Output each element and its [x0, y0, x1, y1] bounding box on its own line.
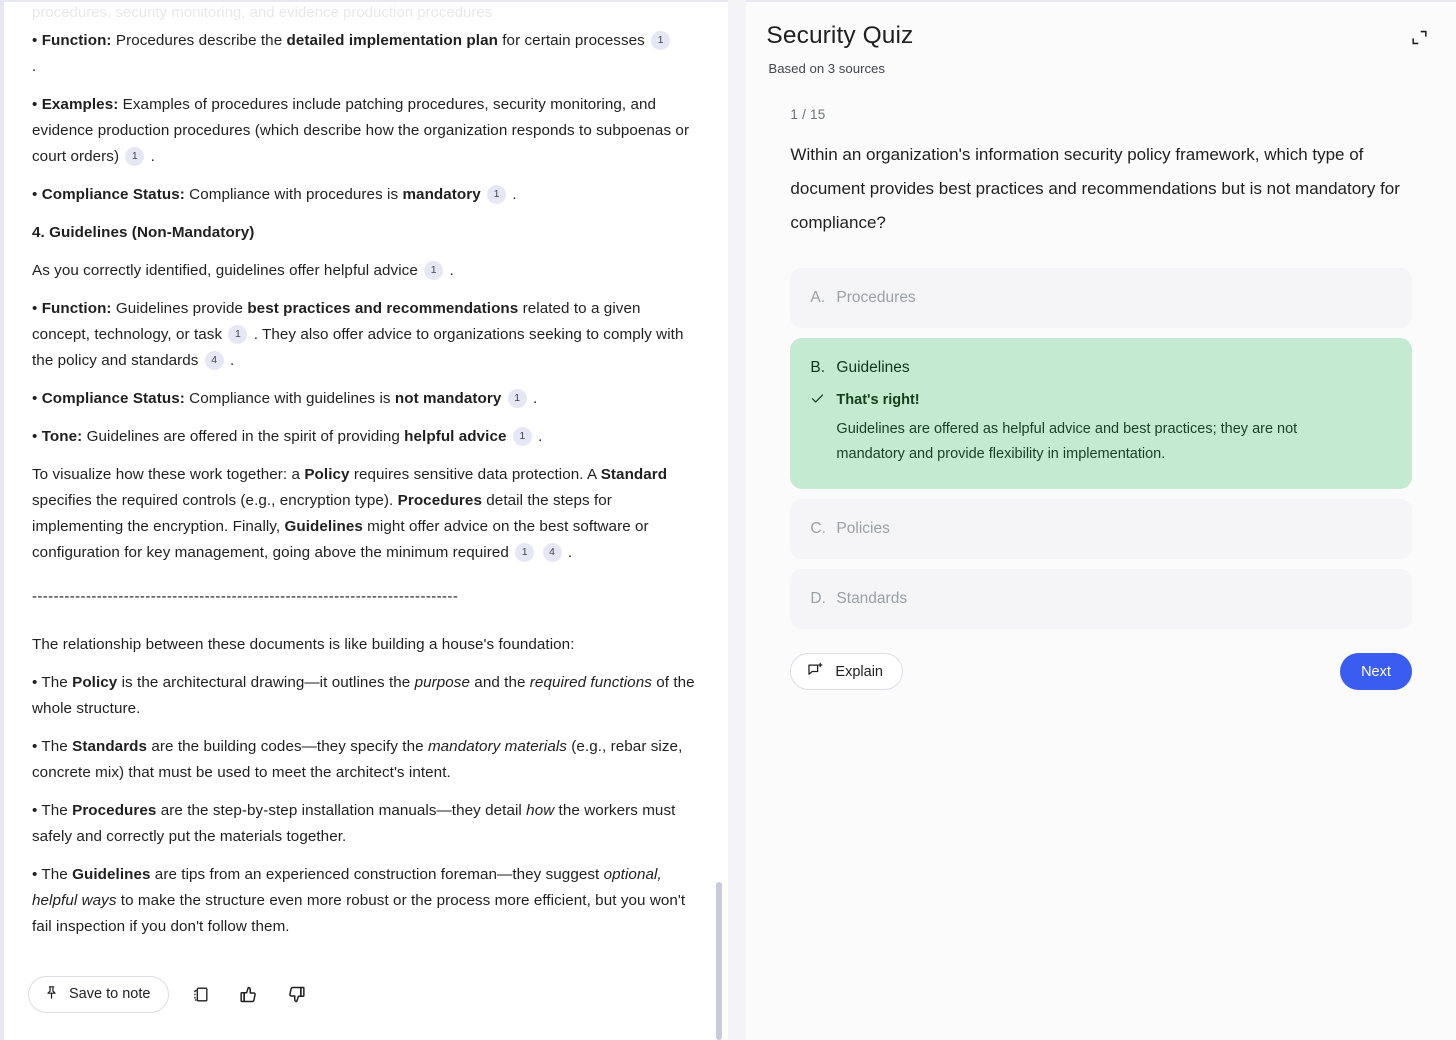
response-action-bar — [4, 964, 728, 1040]
explain-label: Explain — [835, 663, 883, 680]
copy-button[interactable] — [183, 977, 217, 1011]
italic-text: purpose — [414, 674, 470, 691]
bold-text: detailed implementation plan — [286, 32, 498, 49]
quiz-header — [746, 2, 1456, 79]
response-paragraph: • Compliance Status: Compliance with procedures is mandatory 1 . — [32, 186, 517, 203]
check-icon — [810, 389, 836, 406]
feedback-row — [810, 389, 1392, 411]
response-paragraph: • The Procedures are the step-by-step installation manuals—they detail how the workers must safely and correctly put the materials together. — [32, 802, 676, 845]
response-paragraph: The relationship between these documents is like building a house's foundation: — [32, 636, 575, 653]
citation-chip[interactable]: 1 — [487, 185, 506, 204]
question-counter: 1 / 15 — [790, 107, 826, 122]
response-paragraph: • The Guidelines are tips from an experienced construction foreman—they suggest optional, helpful ways to make the structure even more robust or the process more efficient, but you won't fail inspection if you don't follow them. — [32, 866, 686, 935]
bold-text: Examples: — [41, 96, 119, 113]
answer-option-guidelines[interactable] — [790, 338, 1412, 489]
bold-text: Function: — [41, 300, 112, 317]
answer-options-list — [790, 268, 1412, 629]
save-to-note-button[interactable] — [28, 976, 169, 1013]
citation-chip[interactable]: 1 — [515, 543, 534, 562]
bold-text: mandatory — [402, 186, 481, 203]
answer-option-procedures[interactable] — [790, 268, 1412, 328]
citation-chip[interactable]: 1 — [125, 147, 144, 166]
response-paragraph: • Examples: Examples of procedures include patching procedures, security monitoring, and evidence production procedures (which describe how the organization responds to subpoenas or court orders) 1 . — [32, 96, 690, 165]
italic-text: required functions — [529, 674, 652, 691]
response-paragraph — [32, 220, 700, 246]
bold-text: Policy — [304, 466, 350, 483]
question-text: Within an organization's information security policy framework, which type of document provides best practices and recommendations but is not mandatory for compliance? — [790, 145, 1400, 232]
citation-chip[interactable]: 1 — [228, 325, 247, 344]
bold-text: Policy — [72, 674, 118, 691]
explain-button[interactable] — [790, 653, 903, 690]
option-letter: B. — [810, 359, 826, 376]
citation-chip[interactable]: 1 — [651, 31, 670, 50]
thumb-up-icon — [238, 984, 259, 1005]
response-paragraph: • Function: Guidelines provide best practices and recommendations related to a given concept, technology, or task 1 . They also offer advice to organizations seeking to comply with the policy and standards 4 . — [32, 300, 684, 369]
response-blocks — [32, 28, 700, 940]
citation-chip[interactable]: 1 — [424, 261, 443, 280]
bold-text: Tone: — [41, 428, 83, 445]
option-letter: A. — [810, 289, 826, 306]
bold-text: Guidelines — [72, 866, 151, 883]
bold-text: Procedures — [397, 492, 482, 509]
italic-text: how — [526, 802, 555, 819]
save-to-note-label: Save to note — [69, 986, 151, 1002]
response-paragraph: • Function: Procedures describe the detailed implementation plan for certain processes 1 . — [32, 28, 700, 80]
option-letter: C. — [810, 520, 826, 537]
answer-option-policies[interactable] — [790, 499, 1412, 559]
quiz-panel — [746, 0, 1456, 1040]
answer-option-standards[interactable] — [790, 569, 1412, 629]
quiz-title: Security Quiz — [766, 22, 914, 49]
bold-text: not mandatory — [394, 390, 502, 407]
correct-answer-content — [810, 356, 1392, 467]
bold-text: Standard — [600, 466, 668, 483]
option-label: Standards — [836, 590, 908, 607]
citation-chip[interactable]: 4 — [543, 543, 562, 562]
bold-text: best practices and recommendations — [247, 300, 519, 317]
panel-divider-gap — [728, 0, 747, 1040]
correct-answer-row — [810, 356, 1392, 380]
response-paragraph: As you correctly identified, guidelines offer helpful advice 1 . — [32, 262, 454, 279]
expand-button[interactable] — [1404, 24, 1434, 54]
feedback-text: Guidelines are offered as helpful advice and best practices; they are not mandatory and provide flexibility in implementation. — [836, 421, 1298, 462]
bold-text: Procedures — [72, 802, 157, 819]
bold-text: Function: — [41, 32, 112, 49]
thumb-up-button[interactable] — [231, 977, 265, 1011]
response-paragraph: • Tone: Guidelines are offered in the spirit of providing helpful advice 1 . — [32, 428, 543, 445]
option-label: Procedures — [836, 289, 916, 306]
bold-text: Compliance Status: — [41, 186, 185, 203]
cut-off-text-row: procedures, security monitoring, and evidence production procedures — [32, 4, 493, 21]
feedback-title: That's right! — [836, 392, 920, 408]
bold-text: 4. Guidelines (Non-Mandatory) — [32, 224, 255, 241]
response-paragraph: • Compliance Status: Compliance with guidelines is not mandatory 1 . — [32, 390, 538, 407]
quiz-footer — [746, 629, 1456, 690]
italic-text: optional, helpful ways — [32, 866, 662, 909]
bold-text: Compliance Status: — [41, 390, 185, 407]
explain-bubble-icon — [806, 661, 824, 683]
chat-scrollbar-thumb[interactable] — [716, 882, 722, 1040]
option-label: Guidelines — [836, 359, 910, 376]
chat-scrollbar[interactable] — [714, 2, 724, 1040]
text-divider: ------------------------------------------------------------------------------- — [32, 588, 459, 605]
thumb-down-button[interactable] — [279, 977, 313, 1011]
italic-text: mandatory materials — [427, 738, 567, 755]
copy-icon — [191, 985, 210, 1004]
option-letter: D. — [810, 590, 826, 607]
thumb-down-icon — [286, 984, 307, 1005]
option-label: Policies — [836, 520, 890, 537]
quiz-source-count: Based on 3 sources — [768, 61, 885, 76]
citation-chip[interactable]: 4 — [205, 351, 224, 370]
quiz-body — [746, 79, 1456, 629]
citation-chip[interactable]: 1 — [508, 389, 527, 408]
trailing-period: . — [32, 58, 37, 75]
expand-icon — [1410, 28, 1429, 50]
citation-chip[interactable]: 1 — [513, 427, 532, 446]
chat-scroll-area[interactable] — [4, 2, 728, 964]
response-paragraph: To visualize how these work together: a Policy requires sensitive data protection. A Standard specifies the required controls (e.g., encryption type). Procedures detail the steps for implementing the encryption. Finally, Guidelines might offer advice on the best software or configuration for key management, going above the minimum required 1 4 . — [32, 466, 668, 561]
next-button[interactable]: Next — [1340, 653, 1412, 690]
bold-text: Guidelines — [284, 518, 363, 535]
response-paragraph: • The Standards are the building codes—they specify the mandatory materials (e.g., rebar size, concrete mix) that must be used to meet the architect's intent. — [32, 738, 683, 781]
response-paragraph: • The Policy is the architectural drawing—it outlines the purpose and the required functions of the whole structure. — [32, 674, 695, 717]
pin-icon — [43, 984, 60, 1005]
bold-text: helpful advice — [404, 428, 507, 445]
bold-text: Standards — [72, 738, 148, 755]
